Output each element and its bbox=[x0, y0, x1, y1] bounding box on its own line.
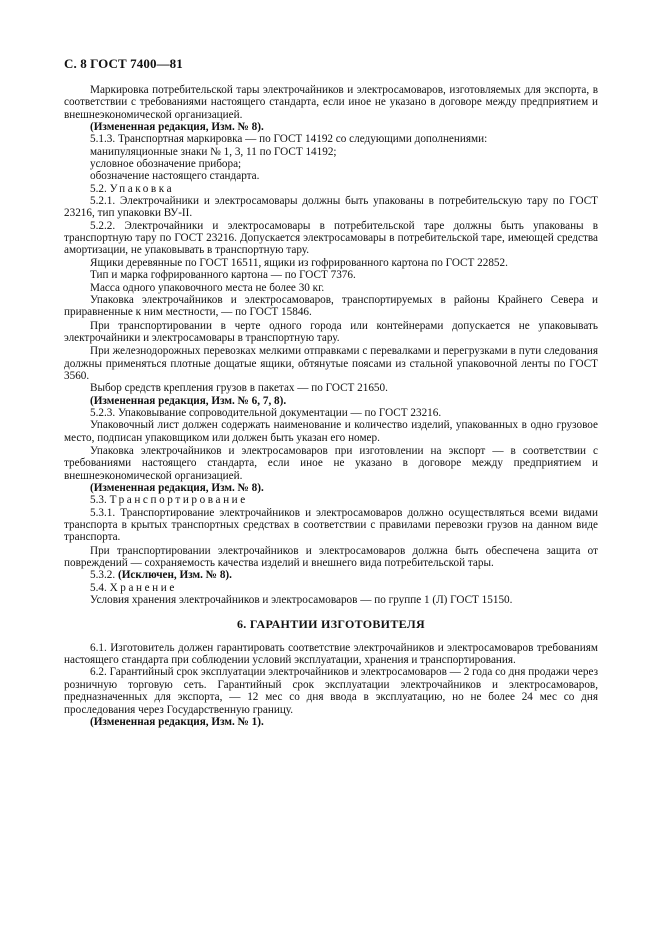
paragraph: 5.2.3. Упаковывание сопроводительной документации — по ГОСТ 23216. bbox=[90, 406, 442, 419]
paragraph: условное обозначение прибора; bbox=[90, 158, 242, 171]
amendment-note: (Измененная редакция, Изм. № 8). bbox=[90, 482, 264, 494]
paragraph: Упаковочный лист должен содержать наименование и количество изделий, упакованных в одно грузовое место, подписан упаковщиком или должен быть указан его номер. bbox=[64, 419, 598, 444]
paragraph: обозначение настоящего стандарта. bbox=[90, 170, 260, 183]
paragraph: Ящики деревянные по ГОСТ 16511, ящики из гофрированного картона по ГОСТ 22852. bbox=[90, 256, 508, 269]
paragraph: При транспортировании в черте одного города или контейнерами допускается не упаковывать электрочайники и электросамовары в транспортную тару. bbox=[64, 319, 598, 344]
paragraph: 5.2.1. Электрочайники и электросамовары должны быть упакованы в потребительскую тару по ГОСТ 23216, тип упаковки ВУ-II. bbox=[64, 195, 598, 220]
page-header: С. 8 ГОСТ 7400—81 bbox=[64, 56, 183, 71]
paragraph: манипуляционные знаки № 1, 3, 11 по ГОСТ 14192; bbox=[90, 145, 337, 158]
amendment-note: (Измененная редакция, Изм. № 8). bbox=[90, 121, 264, 134]
paragraph: 5.2.2. Электрочайники и электросамовары в потребительской таре должны быть упакованы в транспортную тару по ГОСТ 23216. Допускается электросамовары в потребительской таре, имеющей средства амортизации, не упаковывать в транспортную тару. bbox=[64, 219, 598, 257]
paragraph: Упаковка электрочайников и электросамоваров при изготовлении на экспорт — в соответствии с требованиями настоящего стандарта, если иное не указано в договоре между предприятием и внешнеэкономической организацией. bbox=[64, 444, 598, 482]
paragraph: Выбор средств крепления грузов в пакетах — по ГОСТ 21650. bbox=[90, 382, 388, 395]
paragraph: Маркировка потребительской тары электрочайников и электросамоваров, изготовляемых для экспорта, в соответствии с требованиями настоящего стандарта, если иное не указано в договоре между предприятием и внешнеэкономической организацией. bbox=[64, 84, 598, 121]
paragraph: При транспортировании электрочайников и электросамоваров должна быть обеспечена защита от повреждений — сохраняемость качества изделий и внешнего вида потребительской тары. bbox=[64, 544, 598, 570]
paragraph: 6.2. Гарантийный срок эксплуатации электрочайников и электросамоваров — 2 года со дня продажи через розничную торговую сеть. Гарантийный срок эксплуатации электрочайников и электросамоваров, предназначенных для экспорта, — 12 мес со дня ввода в эксплуатацию, но не более 24 мес со дня проследования через Государственную границу. bbox=[64, 666, 598, 716]
paragraph: 5.4. Хранение bbox=[90, 581, 177, 594]
section-title: 6. ГАРАНТИИ ИЗГОТОВИТЕЛЯ bbox=[237, 617, 425, 632]
paragraph: Упаковка электрочайников и электросамоваров, транспортируемых в районы Крайнего Севера и приравненные к ним местности, — по ГОСТ 15846. bbox=[64, 293, 598, 319]
amendment-note: (Измененная редакция, Изм. № 6, 7, 8). bbox=[90, 394, 287, 407]
paragraph: 5.2. Упаковка bbox=[90, 182, 175, 195]
paragraph: Масса одного упаковочного места не более 30 кг. bbox=[90, 281, 325, 294]
paragraph: 6.1. Изготовитель должен гарантировать соответствие электрочайников и электросамоваров требованиям настоящего стандарта при соблюдении условий эксплуатации, хранения и транспортирования. bbox=[64, 641, 598, 667]
paragraph: При железнодорожных перевозках мелкими отправками с перевалками и перегрузками в пути следования должны применяться плотные дощатые ящики, обтянутые поясами из стальной упаковочной ленты по ГОСТ 3560. bbox=[64, 345, 598, 382]
paragraph: Тип и марка гофрированного картона — по ГОСТ 7376. bbox=[90, 269, 356, 282]
paragraph: 5.1.3. Транспортная маркировка — по ГОСТ 14192 со следующими дополнениями: bbox=[90, 133, 488, 146]
paragraph: 5.3. Транспортирование bbox=[90, 494, 248, 507]
paragraph: 5.3.1. Транспортирование электрочайников и электросамоваров должно осуществляться всеми видами транспорта в крытых транспортных средствах в соответствии с правилами перевозки грузов на данном виде транспорта. bbox=[64, 506, 598, 544]
paragraph: Условия хранения электрочайников и электросамоваров — по группе 1 (Л) ГОСТ 15150. bbox=[90, 594, 513, 607]
document-body bbox=[64, 84, 598, 728]
amendment-note: (Измененная редакция, Изм. № 1). bbox=[90, 715, 264, 728]
paragraph: 5.3.2. (Исключен, Изм. № 8). bbox=[90, 569, 232, 582]
